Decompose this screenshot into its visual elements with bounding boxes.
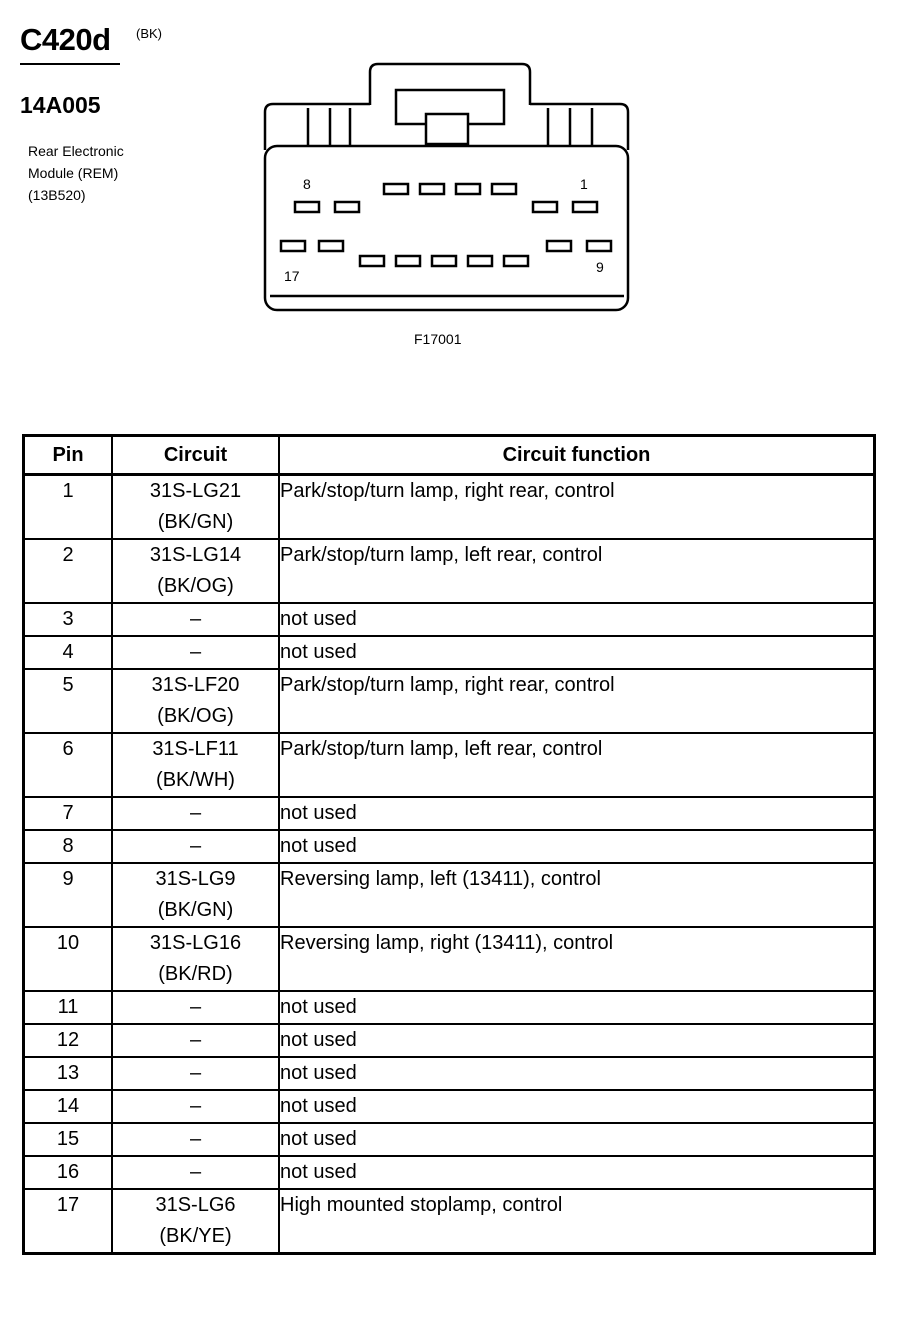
wire-color: (BK/RD) [158,963,233,985]
circuit-function-cell: not used [279,830,875,863]
pin-cavity [335,202,359,212]
circuit-function-cell: Reversing lamp, right (13411), control [279,927,875,991]
circuit-code: 31S-LG21 [149,480,242,502]
module-desc-line: (13B520) [28,187,86,203]
circuit-code: – [189,641,202,663]
circuit-function-cell: not used [279,1057,875,1090]
circuit-code: – [189,802,202,824]
circuit-cell [112,1024,279,1057]
header-circuit: Circuit [112,436,279,475]
table-row [24,636,875,669]
circuit-function-cell: Park/stop/turn lamp, right rear, control [279,669,875,733]
wire-color: (BK/WH) [156,769,235,791]
table-row [24,1156,875,1189]
wire-color: (BK/GN) [157,899,234,921]
wire-color: (BK/YE) [159,1225,232,1247]
circuit-function-cell: not used [279,991,875,1024]
part-number: 14A005 [20,92,101,118]
connector-body [265,146,628,310]
circuit-function-cell: Park/stop/turn lamp, right rear, control [279,475,875,540]
pin-number-cell: 10 [24,927,113,991]
pin-number-cell: 8 [24,830,113,863]
circuit-function-cell: not used [279,1024,875,1057]
circuit-cell [112,539,279,603]
circuit-code: 31S-LF20 [151,674,240,696]
table-row [24,669,875,733]
table-row [24,927,875,991]
table-row [24,1057,875,1090]
pin-cavity [295,202,319,212]
circuit-code: – [189,835,202,857]
table-row [24,733,875,797]
pin-number-cell: 6 [24,733,113,797]
pin-cavity [420,184,444,194]
pin-cavity [573,202,597,212]
pin-number-cell: 4 [24,636,113,669]
pin-cavity [492,184,516,194]
circuit-cell [112,797,279,830]
pin-cavity [319,241,343,251]
table-row [24,797,875,830]
connector-latch [370,64,530,105]
pinout-table-body [24,475,875,1254]
circuit-code: – [189,1029,202,1051]
circuit-cell [112,830,279,863]
circuit-cell [112,1156,279,1189]
pin-number-cell: 5 [24,669,113,733]
circuit-cell [112,927,279,991]
pin-label-9: 9 [596,259,604,275]
circuit-function-cell: High mounted stoplamp, control [279,1189,875,1254]
connector-face-diagram [0,0,902,360]
circuit-function-cell: Park/stop/turn lamp, left rear, control [279,733,875,797]
circuit-cell [112,1123,279,1156]
circuit-code: – [189,1128,202,1150]
pin-label-8: 8 [303,176,311,192]
circuit-cell [112,1189,279,1254]
circuit-function-cell: not used [279,1156,875,1189]
pin-cavity [432,256,456,266]
pin-cavity [587,241,611,251]
circuit-cell [112,669,279,733]
wire-color: (BK/OG) [157,705,234,727]
pin-number-cell: 2 [24,539,113,603]
pin-number-cell: 3 [24,603,113,636]
table-row [24,1024,875,1057]
circuit-function-cell: not used [279,1090,875,1123]
circuit-function-cell: Reversing lamp, left (13411), control [279,863,875,927]
circuit-code: 31S-LG14 [149,544,242,566]
circuit-cell [112,733,279,797]
circuit-function-cell: not used [279,603,875,636]
table-row [24,1189,875,1254]
pin-number-cell: 17 [24,1189,113,1254]
pin-cavity [456,184,480,194]
pin-cavity [396,256,420,266]
table-row [24,475,875,540]
figure-reference: F17001 [414,331,462,347]
circuit-code: – [189,1161,202,1183]
pin-number-cell: 13 [24,1057,113,1090]
connector-id: C420d [20,22,111,57]
pin-number-cell: 7 [24,797,113,830]
pin-number-cell: 9 [24,863,113,927]
wire-color: (BK/GN) [157,511,234,533]
table-row [24,830,875,863]
table-row [24,539,875,603]
table-row [24,1123,875,1156]
table-header-row [24,436,875,475]
pin-number-cell: 16 [24,1156,113,1189]
header-circuit-function: Circuit function [279,436,875,475]
pin-number-cell: 11 [24,991,113,1024]
pin-label-17: 17 [284,268,300,284]
circuit-code: 31S-LF11 [152,738,239,760]
pin-cavity [468,256,492,266]
table-row [24,1090,875,1123]
circuit-cell [112,475,279,540]
circuit-code: – [189,996,202,1018]
table-row [24,991,875,1024]
pin-number-cell: 12 [24,1024,113,1057]
circuit-cell [112,863,279,927]
pin-number-cell: 14 [24,1090,113,1123]
circuit-function-cell: not used [279,1123,875,1156]
header-pin: Pin [24,436,113,475]
circuit-code: – [189,1095,202,1117]
circuit-code: 31S-LG6 [155,1194,236,1216]
module-desc-line: Module (REM) [28,165,119,181]
table-row [24,863,875,927]
table-row [24,603,875,636]
circuit-code: – [189,608,202,630]
circuit-function-cell: Park/stop/turn lamp, left rear, control [279,539,875,603]
pin-cavity [533,202,557,212]
module-desc-line: Rear Electronic [28,143,124,159]
circuit-function-cell: not used [279,636,875,669]
pin-number-cell: 15 [24,1123,113,1156]
pin-label-1: 1 [580,176,588,192]
pinout-table [22,434,876,1255]
circuit-cell [112,1057,279,1090]
pin-cavity [504,256,528,266]
circuit-code: – [189,1062,202,1084]
pin-cavity [360,256,384,266]
circuit-cell [112,991,279,1024]
circuit-code: 31S-LG16 [149,932,242,954]
pin-number-cell: 1 [24,475,113,540]
connector-color: (BK) [136,26,162,41]
pin-cavity [281,241,305,251]
circuit-cell [112,603,279,636]
circuit-cell [112,1090,279,1123]
latch-notch [426,114,468,144]
circuit-cell [112,636,279,669]
circuit-function-cell: not used [279,797,875,830]
circuit-code: 31S-LG9 [155,868,236,890]
wire-color: (BK/OG) [157,575,234,597]
pin-cavity [547,241,571,251]
pin-cavity [384,184,408,194]
